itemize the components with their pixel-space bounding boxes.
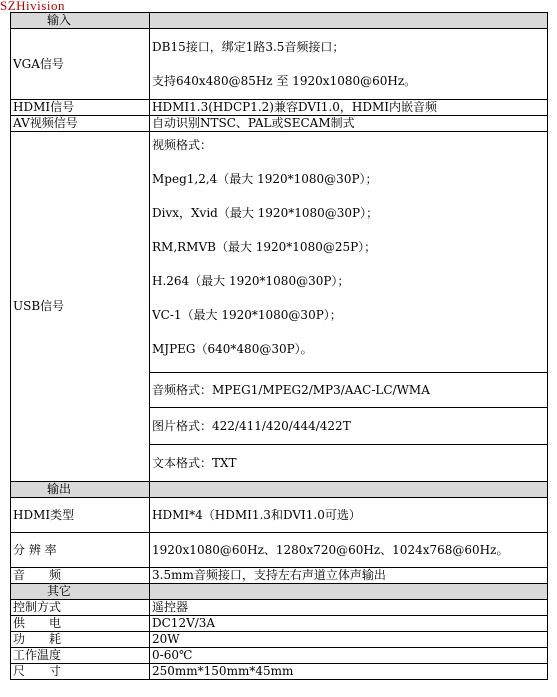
row-av	[11, 116, 548, 132]
row-label: HDMI类型	[11, 498, 150, 533]
row-value: 1920x1080@60Hz、1280x720@60Hz、1024x768@60Hz。	[150, 533, 548, 568]
row-label: 功 耗	[11, 632, 150, 648]
audio-format: 音频格式：MPEG1/MPEG2/MP3/AAC-LC/WMA	[150, 373, 547, 408]
row-value: HDMI1.3(HDCP1.2)兼容DVI1.0，HDMI内嵌音频	[150, 100, 548, 116]
video-format-item: VC-1（最大 1920*1080@30P）；	[152, 308, 342, 322]
spec-table	[10, 12, 548, 680]
row-value: 20W	[150, 632, 548, 648]
row-usb	[11, 132, 548, 482]
row-label: USB信号	[11, 132, 150, 482]
row-label: VGA信号	[11, 29, 150, 100]
row-vga	[11, 29, 548, 100]
row-value: DC12V/3A	[150, 616, 548, 632]
section-blank	[150, 482, 548, 498]
row-label: AV视频信号	[11, 116, 150, 132]
row-label: 供 电	[11, 616, 150, 632]
row-consumption	[11, 632, 548, 648]
row-temperature	[11, 648, 548, 664]
row-label: 工作温度	[11, 648, 150, 664]
section-title: 输出	[11, 482, 150, 498]
video-format-block	[150, 132, 547, 373]
row-label: HDMI信号	[11, 100, 150, 116]
watermark-text: SZHivision	[0, 0, 65, 13]
row-label: 控制方式	[11, 600, 150, 616]
section-header-input	[11, 13, 548, 29]
row-control	[11, 600, 548, 616]
row-label: 音 频	[11, 568, 150, 584]
vga-line-1: DB15接口，绑定1路3.5音频接口；	[152, 39, 345, 54]
section-header-other	[11, 584, 548, 600]
row-size	[11, 664, 548, 680]
section-title: 其它	[11, 584, 150, 600]
video-format-item: RM,RMVB（最大 1920*1080@25P）；	[152, 240, 377, 254]
row-value: 0-60℃	[150, 648, 548, 664]
row-audio-out	[11, 568, 548, 584]
row-value: 250mm*150mm*45mm	[150, 664, 548, 680]
row-value: 遥控器	[150, 600, 548, 616]
section-blank	[150, 584, 548, 600]
video-format-item: Mpeg1,2,4（最大 1920*1080@30P）；	[152, 172, 378, 186]
row-power	[11, 616, 548, 632]
video-format-item: H.264（最大 1920*1080@30P）；	[152, 274, 350, 288]
section-blank	[150, 13, 548, 29]
section-header-output	[11, 482, 548, 498]
row-label: 尺 寸	[11, 664, 150, 680]
section-title: 输入	[11, 13, 150, 29]
text-format: 文本格式：TXT	[152, 456, 237, 470]
row-hdmi	[11, 100, 548, 116]
row-label: 分 辨 率	[11, 533, 150, 568]
row-value: 自动识别NTSC、PAL或SECAM制式	[150, 116, 548, 132]
image-format: 图片格式：422/411/420/444/422T	[150, 408, 547, 445]
video-format-item: MJPEG（640*480@30P）。	[152, 342, 313, 356]
vga-line-2: 支持640x480@85Hz 至 1920x1080@60Hz。	[152, 73, 417, 88]
row-resolution	[11, 533, 548, 568]
row-value: HDMI*4（HDMI1.3和DVI1.0可选）	[150, 498, 548, 533]
row-value: 3.5mm音频接口，支持左右声道立体声输出	[150, 568, 548, 584]
video-format-item: Divx，Xvid（最大 1920*1080@30P）；	[152, 206, 379, 220]
video-format-title: 视频格式：	[152, 138, 213, 152]
row-value	[150, 132, 548, 482]
row-hdmi-type	[11, 498, 548, 533]
row-value	[150, 29, 548, 100]
